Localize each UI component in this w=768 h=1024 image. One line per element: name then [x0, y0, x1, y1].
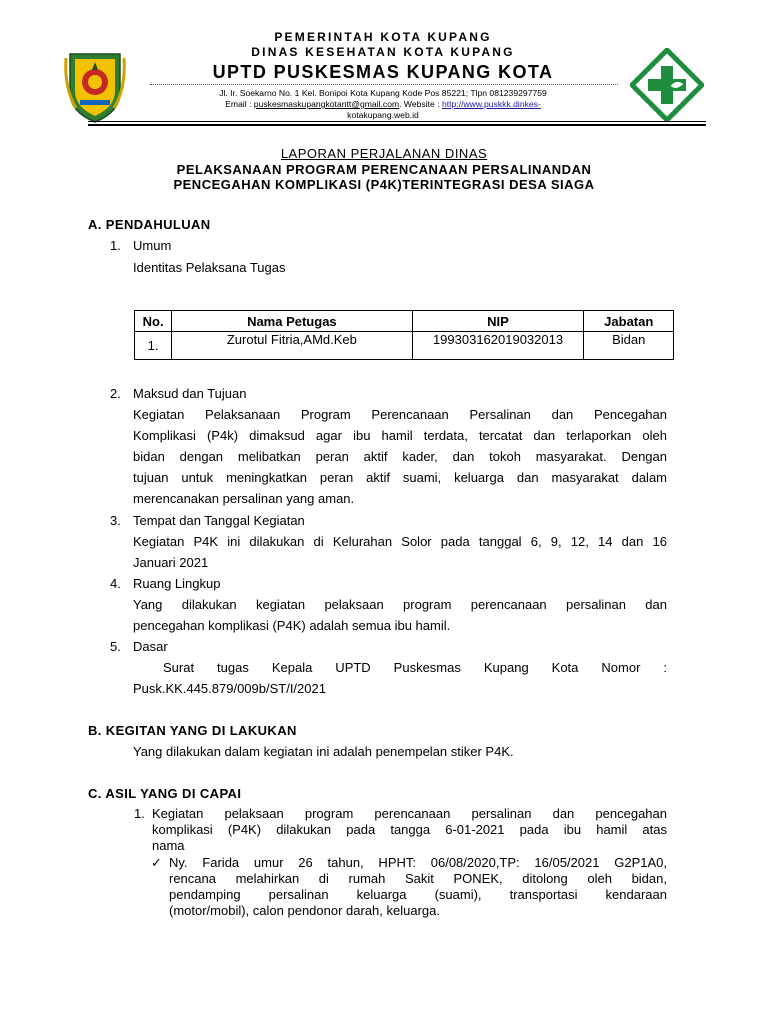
kota-kupang-emblem: [62, 48, 128, 124]
document-title: [100, 146, 668, 193]
table-row: [135, 332, 674, 360]
item-2-number: 2.: [110, 386, 121, 401]
title-line-3: PENCEGAHAN KOMPLIKASI (P4K)TERINTEGRASI DESA SIAGA: [173, 177, 595, 192]
table-cell-position: Bidan: [584, 332, 674, 360]
letterhead-address: Jl. Ir. Soekarno No. 1 Kel. Bonipoi Kota Kupang Kode Pos 85221; Tlpn 081239297759: [219, 88, 547, 98]
item-2-paragraph: [133, 404, 667, 509]
officer-table: [134, 310, 674, 360]
item-1-text: Identitas Pelaksana Tugas: [133, 260, 286, 275]
result-item-line: komplikasi (P4K) dilakukan pada tangga 6-01-2021 pada ibu hamil atas: [152, 822, 667, 837]
item-1-number: 1.: [110, 238, 121, 253]
section-c-heading: C. ASIL YANG DI CAPAI: [88, 786, 242, 801]
letterhead-contact: [150, 99, 616, 110]
result-item-line: Kegiatan pelaksaan program perencanaan persalinan dan pencegahan: [152, 806, 667, 821]
item-4-number: 4.: [110, 576, 121, 591]
item-3-line: Kegiatan P4K ini dilakukan di Kelurahan Solor pada tanggal 6, 9, 12, 14 dan 16: [133, 534, 667, 549]
letterhead-dotted-divider: [150, 84, 618, 85]
letterhead-divider-thin: [88, 121, 706, 122]
letterhead-name: UPTD PUSKESMAS KUPANG KOTA: [212, 62, 554, 82]
website-link-continued: kotakupang.web.id: [347, 110, 419, 120]
patient-detail-line: (motor/mobil), calon pendonor darah, keluarga.: [169, 903, 440, 918]
patient-detail-line: pendamping persalinan keluarga (suami), transportasi kendaraan: [169, 887, 667, 902]
item-5-number: 5.: [110, 639, 121, 654]
table-cell-name: Zurotul Fitria,AMd.Keb: [172, 332, 412, 360]
patient-detail-line: rencana melahirkan di rumah Sakit PONEK, ditolong oleh bidan,: [169, 871, 667, 886]
item-4-line: Yang dilakukan kegiatan pelaksaan program perencanaan persalinan dan: [133, 597, 667, 612]
email-link[interactable]: puskesmaskupangkotantt@gmail.com: [253, 99, 400, 109]
item-5-label: Dasar: [133, 639, 168, 654]
section-b-text: Yang dilakukan dalam kegiatan ini adalah penempelan stiker P4K.: [133, 744, 514, 759]
result-item-line: nama: [152, 838, 185, 853]
item-5-line: Surat tugas Kepala UPTD Puskesmas Kupang Kota Nomor :: [163, 660, 667, 675]
item-2-line: merencanakan persalinan yang aman.: [133, 491, 355, 506]
item-4-paragraph: [133, 594, 667, 636]
table-header-no: No.: [135, 311, 172, 332]
letterhead: [150, 30, 616, 121]
item-5-line: Pusk.KK.445.879/009b/ST/I/2021: [133, 681, 326, 696]
letterhead-line-2: DINAS KESEHATAN KOTA KUPANG: [251, 45, 515, 59]
item-3-label: Tempat dan Tanggal Kegiatan: [133, 513, 305, 528]
result-item-number: 1.: [134, 806, 145, 821]
website-link[interactable]: http://www.puskkk.dinkes-: [441, 99, 541, 109]
item-2-line: bidan dengan melibatkan peran aktif kader, dan tokoh masyarakat. Dengan: [133, 449, 667, 464]
title-line-1: LAPORAN PERJALANAN DINAS: [280, 146, 488, 161]
item-2-line: Kegiatan Pelaksanaan Program Perencanaan Persalinan dan Pencegahan: [133, 407, 667, 422]
result-item-paragraph: [152, 806, 667, 854]
table-header-row: [135, 311, 674, 332]
item-1-label: Umum: [133, 238, 172, 253]
item-4-label: Ruang Lingkup: [133, 576, 221, 591]
item-4-line: pencegahan komplikasi (P4K) adalah semua ibu hamil.: [133, 618, 451, 633]
item-3-number: 3.: [110, 513, 121, 528]
check-icon: ✓: [151, 855, 162, 870]
section-a-heading: A. PENDAHULUAN: [88, 217, 211, 232]
item-3-line: Januari 2021: [133, 555, 209, 570]
letterhead-divider-thick: [88, 124, 706, 126]
title-line-2: PELAKSANAAN PROGRAM PERENCANAAN PERSALINANDAN: [176, 161, 592, 177]
puskesmas-logo: [630, 48, 704, 122]
item-2-label: Maksud dan Tujuan: [133, 386, 247, 401]
table-header-name: Nama Petugas: [172, 311, 412, 332]
table-cell-no: 1.: [135, 332, 172, 360]
patient-detail-line: Ny. Farida umur 26 tahun, HPHT: 06/08/2020,TP: 16/05/2021 G2P1A0,: [169, 855, 667, 870]
email-label: Email :: [225, 99, 254, 109]
table-header-nip: NIP: [412, 311, 584, 332]
patient-detail-paragraph: [169, 855, 667, 919]
item-2-line: tujuan untuk meningkatkan peran aktif suami, keluarga dan masyarakat dalam: [133, 470, 667, 485]
item-5-paragraph: [133, 657, 667, 699]
table-cell-nip: 199303162019032013: [412, 332, 584, 360]
letterhead-line-1: PEMERINTAH KOTA KUPANG: [274, 30, 492, 44]
table-header-position: Jabatan: [584, 311, 674, 332]
item-2-line: Komplikasi (P4k) dimaksud agar ibu hamil terdata, tercatat dan terlaporkan oleh: [133, 428, 667, 443]
item-3-paragraph: [133, 531, 667, 573]
website-label: . Website :: [399, 99, 442, 109]
section-b-heading: B. KEGITAN YANG DI LAKUKAN: [88, 723, 297, 738]
